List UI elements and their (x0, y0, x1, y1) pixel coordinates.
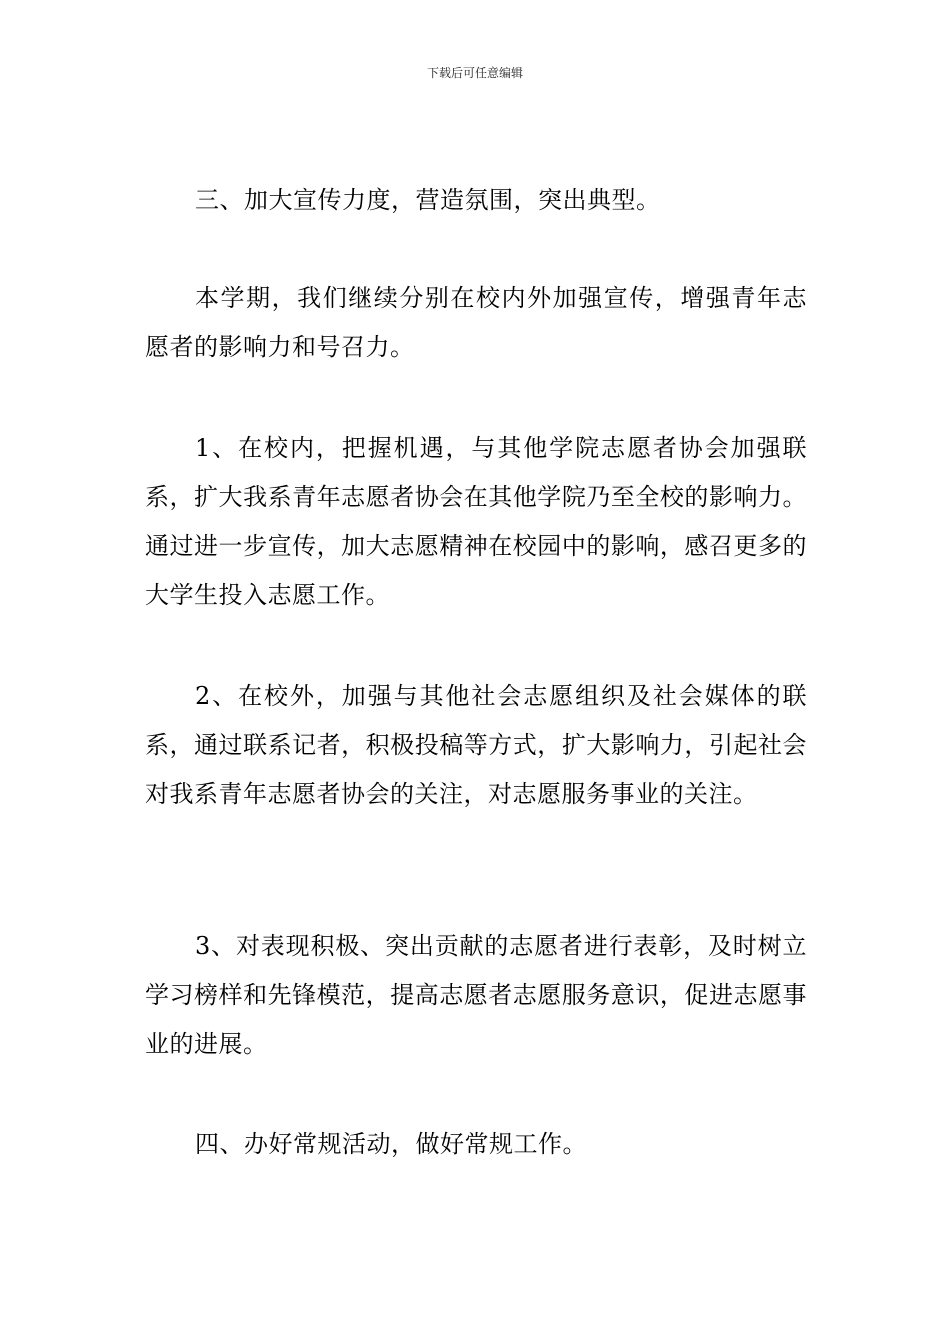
section-heading-3: 三、加大宣传力度，营造氛围，突出典型。 (195, 186, 661, 214)
paragraph-item-2: 2、在校外，加强与其他社会志愿组织及社会媒体的联系，通过联系记者，积极投稿等方式，扩大影响力，引起社会对我系青年志愿者协会的关注，对志愿服务事业的关注。 (145, 682, 807, 808)
paragraph-item-1: 1、在校内，把握机遇，与其他学院志愿者协会加强联系，扩大我系青年志愿者协会在其他学院乃至全校的影响力。通过进一步宣传，加大志愿精神在校园中的影响，感召更多的大学生投入志愿工作。 (145, 434, 807, 609)
paragraph-item-3: 3、对表现积极、突出贡献的志愿者进行表彰，及时树立学习榜样和先锋模范，提高志愿者志愿服务意识，促进志愿事业的进展。 (145, 932, 807, 1058)
section-heading-4: 四、办好常规活动，做好常规工作。 (195, 1130, 587, 1158)
page-header: 下载后可任意编辑 (426, 66, 523, 80)
paragraph-intro: 本学期，我们继续分别在校内外加强宣传，增强青年志愿者的影响力和号召力。 (145, 284, 807, 361)
